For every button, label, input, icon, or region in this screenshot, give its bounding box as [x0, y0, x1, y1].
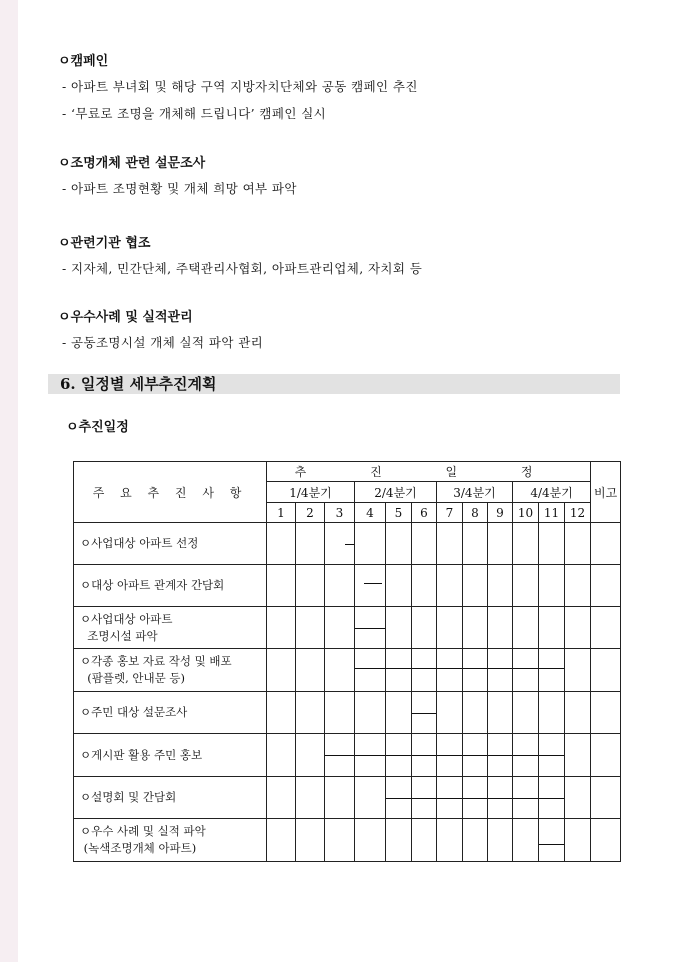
month-cell: [296, 607, 325, 649]
month-cell: [437, 607, 463, 649]
table-row: [74, 523, 621, 565]
month-cell: [296, 649, 325, 692]
month-cell: [565, 692, 591, 734]
schedule-bar: [412, 668, 436, 669]
month-cell: [296, 734, 325, 777]
schedule-label: ㅇ추진일정: [66, 420, 129, 435]
quarter-header: 2/4분기: [355, 482, 437, 503]
month-cell: [437, 692, 463, 734]
note-cell: [591, 565, 621, 607]
schedule-bar: [539, 755, 564, 756]
month-header: 6: [412, 503, 437, 523]
bullet: - 아파트 부녀회 및 해당 구역 지방자치단체와 공동 캠페인 추진: [62, 79, 418, 94]
month-header: 3: [325, 503, 355, 523]
month-cell: [437, 819, 463, 862]
schedule-bar: [355, 755, 385, 756]
month-cell: [267, 777, 296, 819]
month-cell: [296, 692, 325, 734]
item-line: ㅇ설명회 및 간담회: [80, 790, 177, 804]
schedule-item: [74, 819, 267, 862]
bullet: - 지자체, 민간단체, 주택관리사협회, 아파트관리업체, 자치회 등: [62, 261, 423, 276]
month-cell: [355, 607, 386, 649]
month-cell: [513, 649, 539, 692]
item-line: ㅇ우수 사례 및 실적 파악: [80, 824, 206, 838]
month-cell: [513, 692, 539, 734]
page-margin-strip: [0, 0, 18, 962]
month-cell: [565, 819, 591, 862]
month-cell: [386, 607, 412, 649]
month-header: 2: [296, 503, 325, 523]
table-row: [74, 734, 621, 777]
month-cell: [539, 692, 565, 734]
section-title-campaign: ㅇ캠페인: [58, 54, 109, 69]
quarter-header: 3/4분기: [437, 482, 513, 503]
note-cell: [591, 649, 621, 692]
month-cell: [539, 565, 565, 607]
month-cell: [463, 607, 488, 649]
item-line: ㅇ게시판 활용 주민 홍보: [80, 747, 203, 762]
schedule-bar: [539, 798, 564, 799]
month-cell: [267, 565, 296, 607]
schedule-bar: [539, 668, 564, 669]
month-cell: [463, 777, 488, 819]
schedule-bar: [539, 844, 564, 845]
month-cell: [386, 819, 412, 862]
note-cell: [591, 692, 621, 734]
month-cell: [488, 649, 513, 692]
month-cell: [386, 692, 412, 734]
month-cell: [539, 734, 565, 777]
month-cell: [412, 734, 437, 777]
header-items: 주 요 추 진 사 항: [74, 462, 267, 523]
schedule-bar: [437, 755, 462, 756]
month-cell: [412, 819, 437, 862]
schedule-item: [74, 692, 267, 734]
month-cell: [488, 565, 513, 607]
section-title-best-practice: ㅇ우수사례 및 실적관리: [58, 310, 193, 325]
month-cell: [539, 523, 565, 565]
section-title-survey: ㅇ조명개체 관련 설문조사: [58, 156, 206, 171]
month-cell: [513, 607, 539, 649]
month-cell: [325, 607, 355, 649]
month-cell: [488, 777, 513, 819]
month-cell: [355, 565, 386, 607]
month-cell: [463, 819, 488, 862]
month-cell: [355, 819, 386, 862]
month-cell: [296, 565, 325, 607]
month-cell: [325, 734, 355, 777]
month-cell: [513, 819, 539, 862]
month-cell: [355, 692, 386, 734]
month-header: 7: [437, 503, 463, 523]
note-cell: [591, 523, 621, 565]
month-cell: [267, 523, 296, 565]
month-header: 8: [463, 503, 488, 523]
schedule-bar: [355, 628, 385, 629]
note-cell: [591, 777, 621, 819]
month-cell: [267, 692, 296, 734]
schedule-bar: [364, 583, 382, 584]
month-cell: [412, 607, 437, 649]
month-cell: [565, 523, 591, 565]
month-cell: [386, 734, 412, 777]
month-cell: [565, 565, 591, 607]
month-cell: [386, 565, 412, 607]
month-cell: [565, 607, 591, 649]
month-cell: [437, 649, 463, 692]
schedule-bar: [463, 798, 487, 799]
month-cell: [325, 692, 355, 734]
month-cell: [412, 692, 437, 734]
bullet: - 공동조명시설 개체 실적 파악 관리: [62, 335, 264, 350]
month-header: 1: [267, 503, 296, 523]
item-line: ㅇ사업대상 아파트 선정: [80, 536, 199, 550]
month-cell: [513, 734, 539, 777]
item-line: (녹색조명개체 아파트): [80, 841, 197, 855]
schedule-item: [74, 565, 267, 607]
month-header: 12: [565, 503, 591, 523]
note-cell: [591, 734, 621, 777]
schedule-bar: [412, 755, 436, 756]
month-header: 5: [386, 503, 412, 523]
month-cell: [513, 777, 539, 819]
month-cell: [539, 607, 565, 649]
table-row: [74, 692, 621, 734]
month-cell: [296, 777, 325, 819]
month-cell: [463, 692, 488, 734]
item-line: ㅇ사업대상 아파트: [80, 611, 173, 626]
table-row: [74, 777, 621, 819]
schedule-bar: [463, 755, 487, 756]
schedule-bar: [437, 798, 462, 799]
month-cell: [437, 734, 463, 777]
schedule-item: [74, 607, 267, 649]
item-line: ㅇ대상 아파트 관계자 간담회: [80, 578, 225, 592]
schedule-item: [74, 523, 267, 565]
item-line: ㅇ각종 홍보 자료 작성 및 배포: [80, 654, 232, 668]
schedule-bar: [412, 798, 436, 799]
month-cell: [463, 565, 488, 607]
note-cell: [591, 607, 621, 649]
month-cell: [513, 523, 539, 565]
quarter-header: 4/4분기: [513, 482, 591, 503]
table-row: [74, 607, 621, 649]
month-cell: [267, 819, 296, 862]
month-cell: [325, 523, 355, 565]
month-cell: [386, 523, 412, 565]
month-cell: [565, 649, 591, 692]
month-cell: [412, 649, 437, 692]
schedule-bar: [325, 755, 354, 756]
schedule-bar: [355, 668, 385, 669]
schedule-table: [73, 461, 621, 862]
month-cell: [488, 692, 513, 734]
month-cell: [463, 649, 488, 692]
item-line: (팜플렛, 안내문 등): [80, 671, 186, 685]
month-cell: [565, 734, 591, 777]
heading-schedule-plan: 6. 일정별 세부추진계획: [48, 374, 620, 394]
month-cell: [267, 734, 296, 777]
month-cell: [488, 607, 513, 649]
schedule-bar: [345, 544, 354, 545]
month-cell: [437, 523, 463, 565]
month-cell: [412, 565, 437, 607]
table-row: [74, 819, 621, 862]
table-row: [74, 565, 621, 607]
month-cell: [463, 734, 488, 777]
schedule-bar: [386, 798, 411, 799]
month-cell: [355, 523, 386, 565]
schedule-item: [74, 777, 267, 819]
month-cell: [296, 523, 325, 565]
month-cell: [488, 523, 513, 565]
schedule-bar: [513, 798, 538, 799]
month-cell: [513, 565, 539, 607]
schedule-bar: [437, 668, 462, 669]
month-cell: [325, 649, 355, 692]
month-cell: [412, 777, 437, 819]
schedule-bar: [513, 668, 538, 669]
schedule-bar: [488, 798, 512, 799]
schedule-bar: [412, 713, 436, 714]
month-cell: [325, 565, 355, 607]
month-header: 11: [539, 503, 565, 523]
note-cell: [591, 819, 621, 862]
month-cell: [565, 777, 591, 819]
month-cell: [437, 565, 463, 607]
header-schedule: 추 진 일 정: [267, 462, 591, 482]
month-cell: [355, 777, 386, 819]
item-line: ㅇ주민 대상 설문조사: [80, 705, 188, 719]
month-cell: [412, 523, 437, 565]
month-cell: [267, 649, 296, 692]
quarter-header: 1/4분기: [267, 482, 355, 503]
schedule-bar: [488, 668, 512, 669]
month-cell: [386, 777, 412, 819]
table-row: [74, 649, 621, 692]
month-cell: [325, 777, 355, 819]
header-note: 비고: [591, 462, 621, 523]
month-header: 10: [513, 503, 539, 523]
bullet: - 아파트 조명현황 및 개체 희망 여부 파악: [62, 181, 297, 196]
item-line: 조명시설 파악: [80, 628, 158, 643]
schedule-bar: [463, 668, 487, 669]
month-cell: [325, 819, 355, 862]
month-cell: [539, 649, 565, 692]
month-cell: [488, 734, 513, 777]
month-cell: [386, 649, 412, 692]
month-cell: [488, 819, 513, 862]
schedule-bar: [488, 755, 512, 756]
month-header: 9: [488, 503, 513, 523]
month-cell: [296, 819, 325, 862]
month-header: 4: [355, 503, 386, 523]
month-cell: [267, 607, 296, 649]
month-cell: [463, 523, 488, 565]
schedule-bar: [513, 755, 538, 756]
schedule-bar: [386, 755, 411, 756]
schedule-bar: [386, 668, 411, 669]
month-cell: [539, 777, 565, 819]
month-cell: [355, 649, 386, 692]
section-title-cooperation: ㅇ관련기관 협조: [58, 236, 151, 251]
schedule-item: [74, 734, 267, 777]
month-cell: [437, 777, 463, 819]
bullet: - ‘무료로 조명을 개체해 드립니다’ 캠페인 실시: [62, 106, 327, 121]
schedule-item: [74, 649, 267, 692]
month-cell: [539, 819, 565, 862]
month-cell: [355, 734, 386, 777]
